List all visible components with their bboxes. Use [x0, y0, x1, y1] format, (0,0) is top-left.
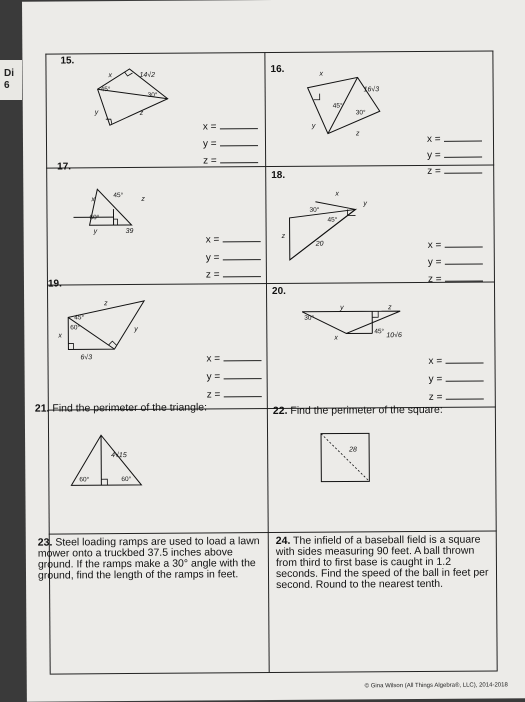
p20-y-prefix: y = — [429, 374, 443, 385]
p18-x-prefix: x = — [428, 240, 442, 251]
p20-z-prefix: z = — [429, 392, 443, 403]
p17-angle-2: 60° — [89, 213, 99, 221]
p18-y-prefix: y = — [428, 257, 442, 268]
p19-z-prefix: z = — [207, 389, 221, 400]
p18-z-label: z — [281, 233, 286, 240]
p15-angle-2: 30° — [148, 91, 158, 99]
p16-angle-1: 45° — [333, 102, 343, 110]
grid-top-border — [45, 50, 493, 54]
grid-bottom-border — [50, 670, 498, 674]
p15-hyp-label: 14√2 — [139, 71, 155, 79]
p19-angle-2: 60° — [70, 323, 80, 331]
worksheet-page — [22, 0, 525, 702]
problem-22-prompt — [273, 404, 493, 417]
problem-22-figure — [319, 431, 379, 491]
p17-angle-1: 45° — [113, 191, 123, 199]
problem-24-text: The infield of a baseball field is a square with sides measuring 90 feet. A ball thrown from third to first base is caught in 1.2 seconds. Find the speed of the ball in feet per second. Round to the nearest tenth. — [276, 534, 489, 591]
problem-23-text: Steel loading ramps are used to load a lawn mower onto a truckbed 37.5 inches above ground. If the ramps make a 30° angle with the ground, find the length of the ramps in feet. — [38, 535, 260, 582]
p17-z-prefix: z = — [206, 269, 220, 280]
p18-x-label: x — [334, 191, 339, 198]
p16-z-prefix: z = — [427, 166, 441, 177]
p17-x-label: x — [90, 196, 95, 203]
problem-18-figure — [285, 187, 396, 268]
p22-diagonal-label: 28 — [348, 446, 357, 453]
p15-y-prefix: y = — [203, 138, 217, 149]
p15-angle-1: 45° — [101, 85, 111, 93]
p16-y-answer[interactable] — [427, 149, 482, 161]
p17-z-label: z — [140, 196, 145, 203]
p20-y-label: y — [339, 305, 344, 312]
p19-z-answer[interactable] — [207, 388, 262, 400]
p19-x-answer[interactable] — [206, 352, 261, 364]
p16-z-answer[interactable] — [427, 165, 482, 177]
p18-y-answer[interactable] — [428, 256, 483, 268]
problem-23-number: 23. — [38, 537, 53, 549]
p18-angle-1: 30° — [309, 206, 319, 214]
p16-z-label: z — [355, 130, 360, 137]
p17-base-label: 39 — [126, 228, 134, 235]
problem-24-prompt — [276, 534, 494, 591]
problem-19-figure — [54, 297, 184, 368]
p17-x-answer[interactable] — [206, 233, 261, 245]
problem-20-figure — [294, 303, 424, 354]
problem-17-figure — [63, 183, 173, 244]
p15-z-prefix: z = — [203, 155, 217, 166]
problem-17-number: 17. — [57, 161, 71, 172]
problem-24-number: 24. — [276, 535, 291, 547]
p16-x-label: x — [318, 71, 323, 78]
grid-center-divider — [264, 52, 269, 672]
p19-y-label: y — [133, 326, 138, 333]
problem-21-text: Find the perimeter of the triangle: — [52, 401, 207, 414]
p15-x-prefix: x = — [203, 121, 217, 132]
problem-16-figure — [297, 69, 407, 140]
p20-x-answer[interactable] — [428, 355, 483, 367]
p16-hyp-label: 16√3 — [364, 85, 380, 93]
p21-side-label: 4√15 — [111, 451, 127, 459]
p16-y-label: y — [311, 123, 316, 130]
problem-16-number: 16. — [270, 64, 284, 75]
p15-z-answer[interactable] — [203, 154, 258, 166]
p20-y-answer[interactable] — [429, 373, 484, 385]
strip-text-2: 6 — [4, 80, 10, 91]
p17-x-prefix: x = — [206, 234, 220, 245]
p21-angle-1: 60° — [79, 475, 89, 483]
p18-angle-2: 45° — [328, 216, 338, 224]
problem-18-number: 18. — [271, 170, 285, 181]
problem-21-prompt — [35, 402, 265, 415]
p19-y-answer[interactable] — [207, 370, 262, 382]
p19-y-prefix: y = — [207, 371, 221, 382]
p15-y-answer[interactable] — [203, 137, 258, 149]
problem-22-text: Find the perimeter of the square: — [290, 404, 442, 417]
p16-angle-2: 30° — [356, 108, 366, 116]
p16-x-prefix: x = — [427, 134, 441, 145]
p17-z-answer[interactable] — [206, 268, 261, 280]
problem-20-number: 20. — [272, 286, 286, 297]
problem-19-number: 19. — [48, 278, 62, 289]
p18-y-label: y — [362, 200, 367, 207]
p15-z-label: z — [139, 110, 144, 117]
p15-y-label: y — [94, 109, 99, 116]
problem-21-number: 21. — [35, 403, 50, 415]
p19-side-label: 6√3 — [80, 353, 92, 361]
p20-angle-1: 30° — [304, 314, 314, 322]
p20-z-label: z — [387, 304, 392, 311]
p18-side-label: 20 — [315, 241, 324, 248]
problem-15-figure — [77, 61, 187, 132]
p19-x-prefix: x = — [206, 353, 220, 364]
p16-y-prefix: y = — [427, 150, 441, 161]
p20-x-prefix: x = — [428, 356, 442, 367]
p17-y-label: y — [93, 228, 98, 235]
p18-x-answer[interactable] — [428, 239, 483, 251]
p18-z-answer[interactable] — [428, 273, 483, 285]
p15-x-label: x — [107, 72, 112, 79]
p15-x-answer[interactable] — [203, 120, 258, 132]
adjacent-page-strip — [0, 60, 22, 100]
p18-z-prefix: z = — [428, 274, 442, 285]
problem-22-number: 22. — [273, 405, 288, 417]
p17-y-prefix: y = — [206, 252, 220, 263]
p16-x-answer[interactable] — [427, 133, 482, 145]
p19-z-label: z — [103, 300, 108, 307]
problem-23-prompt — [38, 536, 262, 582]
p19-angle-1: 45° — [74, 313, 84, 321]
p17-y-answer[interactable] — [206, 251, 261, 263]
p20-angle-2: 45° — [374, 327, 384, 335]
problem-15-number: 15. — [60, 55, 74, 66]
problem-21-figure — [65, 429, 155, 496]
strip-text-1: Di — [4, 68, 14, 79]
p20-side-label: 10√6 — [386, 331, 402, 339]
p20-x-label: x — [333, 335, 338, 342]
p19-x-label: x — [57, 332, 62, 339]
copyright-footer: © Gina Wilson (All Things Algebra®, LLC), 2014-2018 — [365, 682, 508, 689]
p20-z-answer[interactable] — [429, 391, 484, 403]
p21-angle-2: 60° — [121, 475, 131, 483]
